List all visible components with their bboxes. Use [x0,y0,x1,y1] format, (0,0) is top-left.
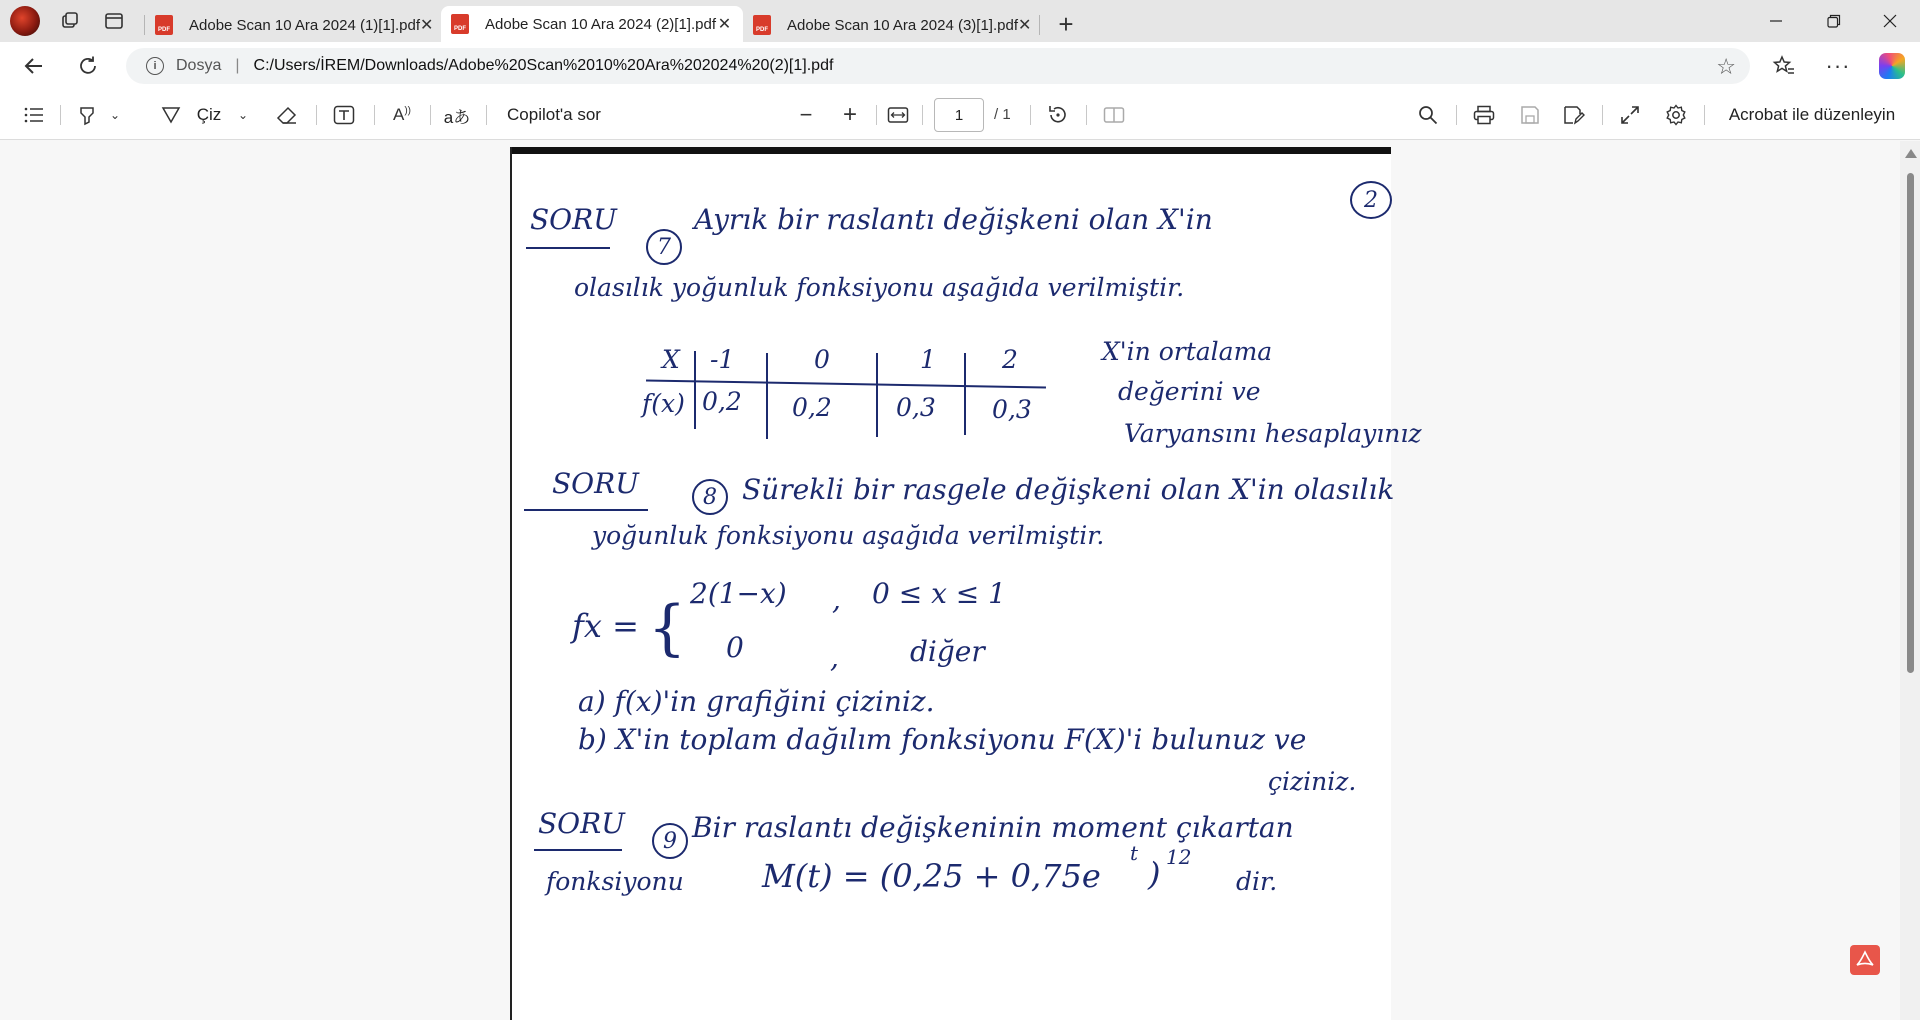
q8-line2: yoğunluk fonksiyonu aşağıda verilmiştir. [592,521,1105,550]
erase-button[interactable] [272,99,302,131]
q7-label: SORU [530,203,617,236]
pdf-file-icon: PDF [155,15,173,35]
q8-case2-cond: diğer [910,635,985,668]
pen-icon [161,105,181,125]
q8-label: SORU [552,467,639,500]
read-aloud-icon: A)) [392,105,411,124]
new-tab-button[interactable]: + [1058,8,1074,39]
more-icon: ··· [1825,53,1851,78]
search-icon [1418,105,1438,125]
q9-close-paren: ) [1148,855,1161,893]
gear-icon [1665,104,1687,126]
table-f-value: 0,2 [792,393,832,422]
two-page-icon [1103,106,1125,124]
copilot-button[interactable] [1872,48,1912,84]
q8-number: 8 [692,479,728,515]
vertical-tabs-button[interactable] [94,4,134,38]
zoom-in-button[interactable] [834,99,866,131]
address-bar[interactable]: i Dosya | C:/Users/İREM/Downloads/Adobe%20Scan%2010%20Ara%202024%20(2)[1].pdf ☆ [126,48,1750,84]
q8-brace: { [648,593,687,663]
tab-title: Adobe Scan 10 Ara 2024 (1)[1].pdf [189,16,420,34]
plus-icon: + [842,101,857,128]
table-f-value: 0,3 [992,395,1032,424]
vertical-scrollbar[interactable] [1900,141,1920,1020]
fit-width-icon [887,106,909,124]
tab-scan-2[interactable] [441,6,743,42]
url-text[interactable]: C:/Users/İREM/Downloads/Adobe%20Scan%2010%20Ara%202024%20(2)[1].pdf [253,57,834,74]
chevron-down-icon: ⌄ [237,108,249,122]
scroll-up-icon[interactable] [1905,149,1917,158]
pdf-file-icon: PDF [451,14,469,34]
q7-side2: değerini ve [1118,377,1261,406]
more-menu-button[interactable] [1818,48,1858,84]
save-button[interactable] [1514,99,1546,131]
tab-scan-3[interactable] [743,8,1039,42]
save-as-button[interactable] [1558,99,1590,131]
page-view-button[interactable] [1098,99,1130,131]
highlight-button[interactable] [72,99,102,131]
copilot-icon [1879,53,1905,79]
close-icon [1883,14,1897,28]
q8-case2-expr: 0 [726,631,744,664]
table-x-value: 1 [920,345,936,374]
pdf-viewer[interactable] [0,141,1920,1020]
print-button[interactable] [1468,99,1500,131]
save-as-icon [1563,105,1585,125]
translate-button[interactable]: aあ [443,107,471,127]
table-x-value: 2 [1002,345,1018,374]
contents-button[interactable] [18,99,50,131]
edit-in-acrobat-button[interactable]: Acrobat ile düzenleyin [1728,105,1896,124]
q8-part-b2: çiziniz. [1268,767,1357,796]
q9-sup-12: 12 [1166,845,1192,869]
fit-page-button[interactable] [882,99,914,131]
q7-side1: X'in ortalama [1102,337,1273,366]
draw-dropdown[interactable] [234,99,252,131]
eraser-icon [276,105,298,125]
close-icon[interactable]: ✕ [1018,17,1032,34]
tab-scan-1[interactable] [145,8,441,42]
favorites-icon [1773,55,1795,77]
acrobat-logo-icon [1855,950,1875,970]
q9-line2a: fonksiyonu [546,867,684,896]
q8-case2-comma: , [830,641,839,674]
q8-line1: Sürekli bir rasgele değişkeni olan X'in olasılık [742,473,1395,506]
workspaces-icon [60,11,80,31]
copilot-ask-button[interactable]: Copilot'a sor [507,105,601,124]
rotate-button[interactable] [1042,99,1074,131]
workspaces-button[interactable] [50,4,90,38]
close-icon[interactable]: ✕ [420,17,434,34]
q7-side3: Varyansını hesaplayınız [1124,419,1422,448]
q9-line2c: dir. [1236,867,1278,896]
favorite-star-icon[interactable]: ☆ [1716,54,1736,79]
add-text-button[interactable] [328,99,360,131]
page-total: / 1 [994,106,1011,123]
info-icon[interactable]: i [146,57,164,75]
tab-actions-icon [104,11,124,31]
draw-label[interactable]: Çiz [196,105,222,124]
zoom-out-button[interactable] [790,99,822,131]
table-x-value: -1 [710,345,735,374]
page-number-mark: 2 [1350,181,1392,219]
tab-title: Adobe Scan 10 Ara 2024 (2)[1].pdf [485,15,716,33]
settings-button[interactable] [1660,99,1692,131]
profile-avatar[interactable] [10,6,40,36]
rotate-icon [1047,104,1069,126]
list-icon [24,107,44,123]
refresh-button[interactable] [68,48,108,84]
q9-number: 9 [652,823,688,859]
pdf-file-icon: PDF [753,15,771,35]
restore-icon [1827,14,1841,28]
q8-case1-comma: , [832,583,841,616]
q7-line2: olasılık yoğunluk fonksiyonu aşağıda verilmiştir. [574,273,1185,302]
refresh-icon [77,55,99,77]
scheme-label: Dosya [176,57,222,74]
page-number-input[interactable]: 1 [934,98,984,132]
text-box-icon [333,105,355,125]
search-button[interactable] [1412,99,1444,131]
q9-label: SORU [538,807,625,840]
save-icon [1520,105,1540,125]
minimize-button[interactable] [1748,0,1804,42]
q8-part-b: b) X'in toplam dağılım fonksiyonu F(X)'i bulunuz ve [578,723,1307,756]
back-button[interactable] [14,48,54,84]
minimize-icon [1769,14,1783,28]
expand-icon [1620,105,1640,125]
close-window-button[interactable] [1862,0,1918,42]
tab-title: Adobe Scan 10 Ara 2024 (3)[1].pdf [787,16,1018,34]
fullscreen-button[interactable] [1614,99,1646,131]
q9-sup-t: t [1130,841,1139,865]
printer-icon [1473,105,1495,125]
favorites-button[interactable] [1764,48,1804,84]
tab-strip [0,0,1920,42]
pdf-toolbar [0,90,1920,140]
q8-case1-cond: 0 ≤ x ≤ 1 [872,577,1006,610]
pdf-page [510,147,1422,1020]
acrobat-icon[interactable] [1850,945,1880,975]
q8-case1-expr: 2(1−x) [690,577,787,610]
q8-fx: fx = [572,607,639,645]
q8-part-a: a) f(x)'in grafiğini çiziniz. [578,685,935,718]
highlighter-icon [77,105,97,125]
back-arrow-icon [23,55,45,77]
close-icon[interactable]: ✕ [717,16,732,33]
q9-mgf: M(t) = (0,25 + 0,75e [762,857,1101,895]
q7-number: 7 [646,229,682,265]
restore-button[interactable] [1806,0,1862,42]
address-row [0,42,1920,90]
chevron-down-icon: ⌄ [109,108,121,122]
minus-icon: − [799,102,813,127]
table-x-label: X [662,345,680,374]
scroll-thumb[interactable] [1907,173,1914,673]
table-x-value: 0 [814,345,830,374]
table-fx-label: f(x) [642,389,685,418]
table-f-value: 0,3 [896,393,936,422]
highlight-dropdown[interactable] [106,99,124,131]
draw-button[interactable] [156,99,186,131]
table-f-value: 0,2 [702,387,742,416]
q9-line1: Bir raslantı değişkeninin moment çıkartan [692,811,1294,844]
read-aloud-button[interactable] [386,99,418,131]
q7-line1: Ayrık bir raslantı değişkeni olan X'in [694,203,1213,236]
